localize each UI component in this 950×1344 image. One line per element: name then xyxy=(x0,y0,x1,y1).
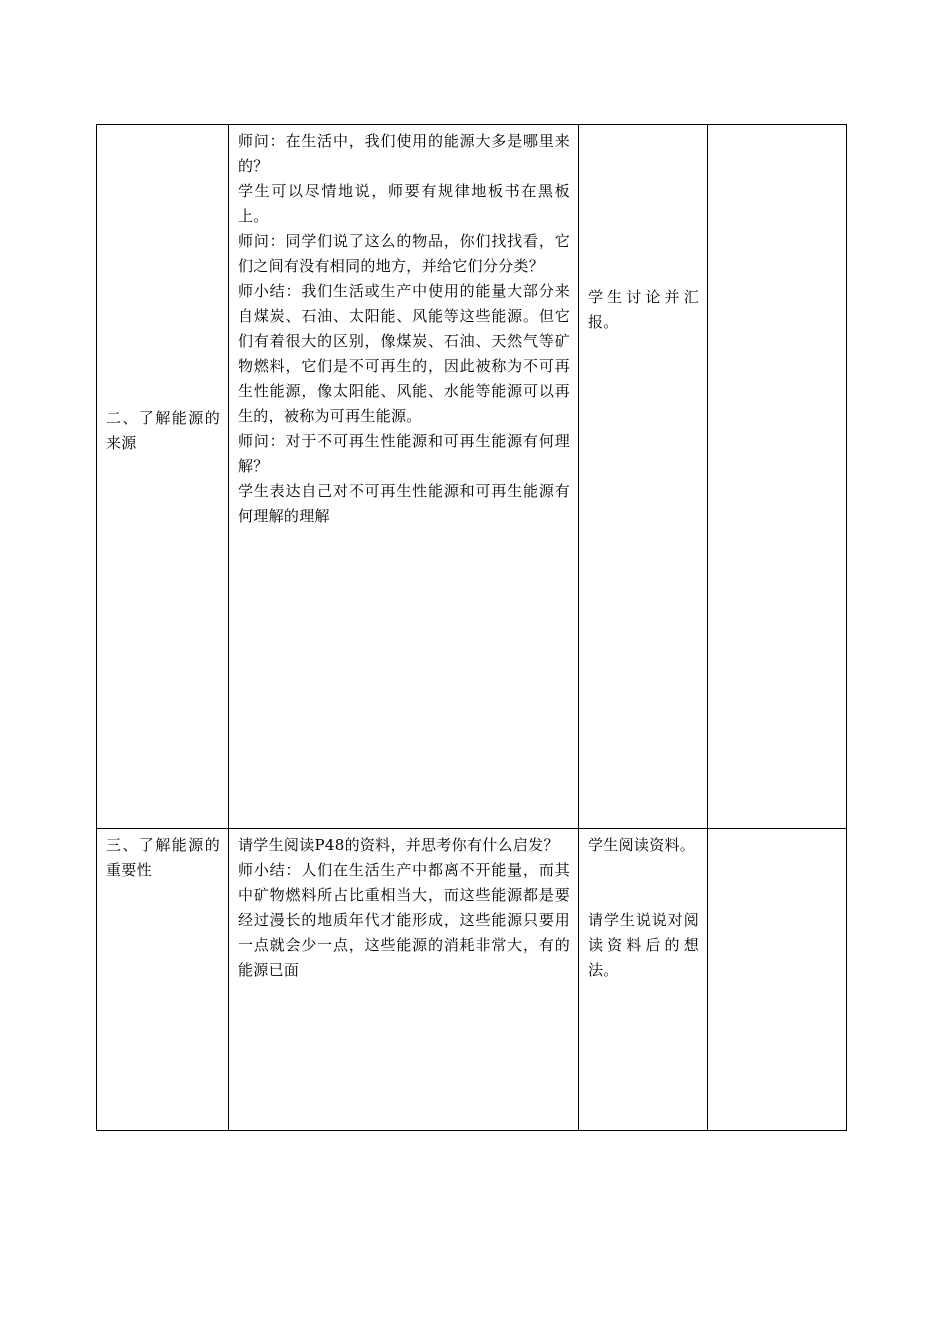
stage-cell xyxy=(97,125,229,829)
student-activity: 学生讨论并汇报。 xyxy=(588,288,699,331)
teacher-line: 学生表达自己对不可再生性能源和可再生能源有何理解的理解 xyxy=(238,482,570,525)
stage-label: 二、了解能源的来源 xyxy=(106,408,220,452)
teacher-line: 师小结：我们生活或生产中使用的能量大部分来自煤炭、石油、太阳能、风能等这些能源。但它们有着很大的区别，像煤炭、石油、天然气等矿物燃料，它们是不可再生的，因此被称为不可再生性能源，像太阳能、风能、水能等能源可以再生的，被称为可再生能源。 xyxy=(238,282,570,425)
teacher-activity-cell xyxy=(229,125,579,829)
student-activity-cell xyxy=(579,125,708,829)
table-row xyxy=(97,829,847,1131)
teacher-line: 师问：对于不可再生性能源和可再生能源有何理解？ xyxy=(238,432,570,475)
teacher-line: 学生可以尽情地说，师要有规律地板书在黑板上。 xyxy=(238,182,570,225)
teacher-activity-cell xyxy=(229,829,579,1131)
spacer xyxy=(588,858,699,908)
notes-cell xyxy=(708,125,847,829)
teacher-line: 师问：在生活中，我们使用的能源大多是哪里来的？ xyxy=(238,132,570,175)
student-activity-cell xyxy=(579,829,708,1131)
lesson-plan-table xyxy=(96,124,847,1131)
student-activity: 学生阅读资料。 xyxy=(588,836,696,854)
student-activity: 请学生说说对阅读资料后的想法。 xyxy=(588,911,699,979)
teacher-line: 师小结：人们在生活生产中都离不开能量，而其中矿物燃料所占比重相当大，而这些能源都是要经过漫长的地质年代才能形成，这些能源只要用一点就会少一点，这些能源的消耗非常大，有的能源已面 xyxy=(238,861,570,979)
stage-cell xyxy=(97,829,229,1131)
teacher-line: 请学生阅读P48的资料，并思考你有什么启发？ xyxy=(238,836,559,854)
notes-cell xyxy=(708,829,847,1131)
teacher-line: 师问：同学们说了这么的物品，你们找找看，它们之间有没有相同的地方，并给它们分分类？ xyxy=(238,232,570,275)
stage-label: 三、了解能源的重要性 xyxy=(106,836,220,879)
table-row xyxy=(97,125,847,829)
